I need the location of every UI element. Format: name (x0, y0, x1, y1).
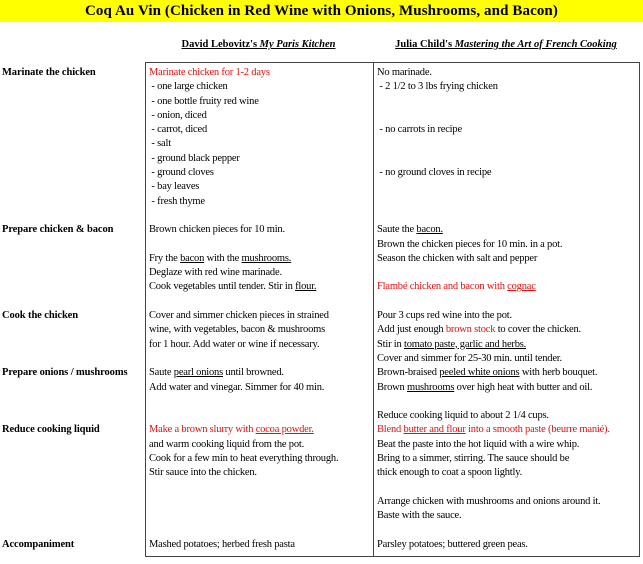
text-run: - one bottle fruity red wine (149, 95, 259, 107)
row-label (2, 209, 143, 223)
row-label (2, 95, 143, 109)
julia-child-line (377, 495, 639, 509)
text-run: Beat the paste into the hot liquid with a wire whip. (377, 438, 580, 450)
text-run: - no ground cloves in recipe (377, 167, 492, 179)
lebovitz-line (149, 538, 373, 552)
julia-child-line (377, 66, 639, 80)
text-run: over high heat with butter and oil. (454, 381, 593, 393)
text-run: cognac (507, 281, 536, 293)
text-run: - one large chicken (149, 81, 228, 93)
row-label: Marinate the chicken (2, 67, 96, 78)
row-label (2, 481, 143, 495)
lebovitz-line (149, 137, 373, 151)
text-run: bacon (180, 252, 205, 264)
julia-child-line (377, 109, 639, 123)
row-label (2, 381, 143, 395)
text-run: mushrooms (407, 381, 455, 393)
text-run: with the (204, 252, 242, 264)
text-run: - salt (149, 138, 171, 150)
julia-child-column (373, 63, 639, 556)
lebovitz-line (149, 409, 373, 423)
julia-child-line (377, 395, 639, 409)
julia-child-line (377, 466, 639, 480)
lebovitz-line (149, 295, 373, 309)
julia-child-line (377, 195, 639, 209)
lebovitz-column (146, 63, 373, 556)
lebovitz-line (149, 95, 373, 109)
text-run: Reduce cooking liquid to about 2 1/4 cups. (377, 410, 549, 422)
lebovitz-line (149, 195, 373, 209)
julia-child-line (377, 238, 639, 252)
julia-child-line (377, 123, 639, 137)
lebovitz-line (149, 266, 373, 280)
row-label-column (2, 66, 143, 552)
lebovitz-line (149, 109, 373, 123)
text-run: pearl onions (173, 367, 223, 379)
julia-child-line (377, 366, 639, 380)
row-label (2, 352, 143, 366)
text-run: Make a brown slurry with (149, 424, 256, 436)
julia-child-line (377, 323, 639, 337)
lebovitz-line (149, 323, 373, 337)
lebovitz-line (149, 509, 373, 523)
julia-child-line (377, 223, 639, 237)
row-label (2, 509, 143, 523)
text-run: Arrange chicken with mushrooms and onions around it. (377, 495, 601, 507)
text-run: butter and flour (403, 424, 466, 436)
text-run: Brown (377, 381, 408, 393)
lebovitz-line (149, 338, 373, 352)
text-run: Brown chicken pieces for 10 min. (149, 224, 285, 236)
text-run: Cook vegetables until tender. Stir in (149, 281, 296, 293)
row-label (2, 238, 143, 252)
julia-child-line (377, 280, 639, 294)
julia-child-line (377, 266, 639, 280)
text-run: - bay leaves (149, 181, 200, 193)
text-run: Fry the (149, 252, 181, 264)
column-header-lebovitz (145, 37, 372, 52)
text-run: Saute (149, 367, 174, 379)
text-run: Season the chicken with salt and pepper (377, 252, 538, 264)
lebovitz-line (149, 223, 373, 237)
julia-child-line (377, 80, 639, 94)
text-run: until browned. (222, 367, 284, 379)
row-label: Cook the chicken (2, 310, 78, 322)
julia-child-line (377, 481, 639, 495)
text-run: thick enough to coat a spoon lightly. (377, 467, 523, 479)
text-run: - ground black pepper (149, 152, 240, 164)
row-label (2, 452, 143, 466)
comparison-table (145, 62, 640, 557)
text-run: Add water and vinegar. Simmer for 40 min. (149, 381, 325, 393)
document-title-bar (0, 0, 643, 22)
text-run: Mastering the Art of French Cooking (454, 39, 617, 50)
row-label (2, 409, 143, 423)
text-run: tomato paste, garlic and herbs. (404, 338, 527, 350)
text-run: bacon. (416, 224, 443, 236)
text-run: Saute the (377, 224, 417, 236)
lebovitz-line (149, 381, 373, 395)
julia-child-line (377, 137, 639, 151)
row-label (2, 524, 143, 538)
julia-child-line (377, 295, 639, 309)
row-label (2, 137, 143, 151)
julia-child-line (377, 180, 639, 194)
text-run: My Paris Kitchen (259, 39, 336, 50)
julia-child-line (377, 409, 639, 423)
lebovitz-line (149, 280, 373, 294)
text-run: mushrooms. (241, 252, 292, 264)
row-label (2, 180, 143, 194)
text-run: Pour 3 cups red wine into the pot. (377, 310, 512, 322)
text-run: - 2 1/2 to 3 lbs frying chicken (377, 81, 498, 93)
text-run: Mashed potatoes; herbed fresh pasta (149, 538, 295, 550)
lebovitz-line (149, 152, 373, 166)
row-label (2, 252, 143, 266)
lebovitz-line (149, 238, 373, 252)
row-label (2, 266, 143, 280)
text-run: flour. (295, 281, 317, 293)
julia-child-line (377, 252, 639, 266)
page-title: Coq Au Vin (Chicken in Red Wine with Onions, Mushrooms, and Bacon) (85, 3, 558, 19)
lebovitz-line (149, 66, 373, 80)
julia-child-line (377, 509, 639, 523)
text-run: Add just enough (377, 324, 446, 336)
row-label: Accompaniment (2, 538, 75, 550)
row-label (2, 80, 143, 94)
lebovitz-line (149, 80, 373, 94)
text-run: cocoa powder. (255, 424, 314, 436)
row-label (2, 338, 143, 352)
text-run: Cook for a few min to heat everything through. (149, 453, 339, 465)
julia-child-line (377, 438, 639, 452)
lebovitz-line (149, 166, 373, 180)
row-label (2, 109, 143, 123)
text-run: to cover the chicken. (495, 324, 581, 336)
text-run: - no carrots in recipe (377, 124, 462, 136)
lebovitz-line (149, 123, 373, 137)
text-run: Bring to a simmer, stirring. The sauce should be (377, 453, 570, 465)
text-run: Blend (377, 424, 404, 436)
lebovitz-line (149, 481, 373, 495)
lebovitz-line (149, 209, 373, 223)
julia-child-line (377, 309, 639, 323)
text-run: - onion, diced (149, 109, 207, 121)
lebovitz-line (149, 395, 373, 409)
lebovitz-line (149, 524, 373, 538)
lebovitz-line (149, 366, 373, 380)
text-run: Parsley potatoes; buttered green peas. (377, 538, 528, 550)
text-run: - fresh thyme (149, 195, 205, 207)
lebovitz-line (149, 252, 373, 266)
text-run: and warm cooking liquid from the pot. (149, 438, 305, 450)
row-label (2, 295, 143, 309)
julia-child-line (377, 352, 639, 366)
lebovitz-line (149, 466, 373, 480)
text-run: for 1 hour. Add water or wine if necessary. (149, 338, 320, 350)
julia-child-line (377, 152, 639, 166)
row-label (2, 280, 143, 294)
text-run: peeled white onions (439, 367, 520, 379)
row-label (2, 123, 143, 137)
lebovitz-line (149, 180, 373, 194)
text-run: Cover and simmer for 25-30 min. until tender. (377, 352, 562, 364)
column-header-julia-child (372, 37, 640, 52)
lebovitz-line (149, 423, 373, 437)
lebovitz-line (149, 438, 373, 452)
text-run: Stir in (377, 338, 404, 350)
text-run: Stir sauce into the chicken. (149, 467, 257, 479)
row-label (2, 438, 143, 452)
lebovitz-line (149, 309, 373, 323)
row-label (2, 195, 143, 209)
text-run: Cover and simmer chicken pieces in strained (149, 310, 329, 322)
julia-child-line (377, 209, 639, 223)
text-run: David Lebovitz's (181, 39, 260, 50)
text-run: brown stock (445, 324, 496, 336)
lebovitz-line (149, 452, 373, 466)
row-label (2, 495, 143, 509)
text-run: with herb bouquet. (519, 367, 598, 379)
text-run: Deglaze with red wine marinade. (149, 267, 282, 279)
text-run: Brown the chicken pieces for 10 min. in a pot. (377, 238, 563, 250)
row-label (2, 395, 143, 409)
lebovitz-line (149, 495, 373, 509)
julia-child-line (377, 452, 639, 466)
text-run: Marinate chicken for 1-2 days (149, 67, 270, 78)
row-label: Reduce cooking liquid (2, 424, 100, 436)
text-run: Baste with the sauce. (377, 510, 462, 522)
julia-child-line (377, 166, 639, 180)
text-run: Flambé chicken and bacon with (377, 281, 508, 293)
julia-child-line (377, 338, 639, 352)
julia-child-line (377, 423, 639, 437)
text-run: - carrot, diced (149, 124, 208, 136)
row-label: Prepare chicken & bacon (2, 224, 114, 236)
text-run: into a smooth paste (beurre manié). (465, 424, 610, 436)
text-run: wine, with vegetables, bacon & mushrooms (149, 324, 326, 336)
row-label (2, 152, 143, 166)
text-run: Brown-braised (377, 367, 440, 379)
row-label: Prepare onions / mushrooms (2, 367, 128, 379)
row-label (2, 323, 143, 337)
text-run: No marinade. (377, 67, 432, 78)
julia-child-line (377, 538, 639, 552)
row-label (2, 166, 143, 180)
row-label (2, 466, 143, 480)
text-run: Julia Child's (395, 39, 455, 50)
text-run: - ground cloves (149, 167, 214, 179)
julia-child-line (377, 381, 639, 395)
julia-child-line (377, 524, 639, 538)
julia-child-line (377, 95, 639, 109)
lebovitz-line (149, 352, 373, 366)
